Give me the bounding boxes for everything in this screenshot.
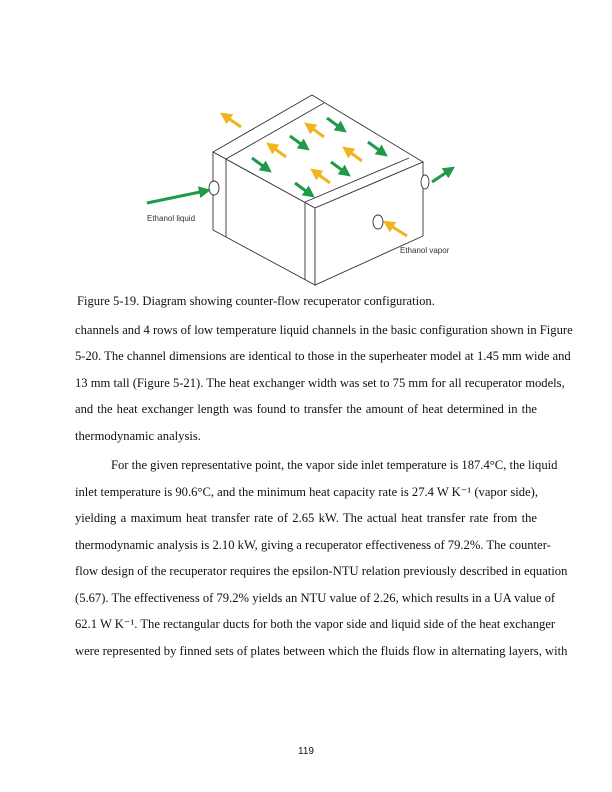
figure-caption: Figure 5-19. Diagram showing counter-flow recuperator configuration. [77,294,435,308]
recuperator-diagram [130,90,470,290]
body-line: yielding a maximum heat transfer rate of 2.65 kW. The actual heat transfer rate from the [75,511,537,525]
ethanol-vapor-label: Ethanol vapor [400,246,450,255]
body-line: For the given representative point, the vapor side inlet temperature is 187.4°C, the liquid [111,458,558,472]
body-line: and the heat exchanger length was found to transfer the amount of heat determined in the [75,402,537,416]
body-line: thermodynamic analysis is 2.10 kW, giving a recuperator effectiveness of 79.2%. The counter- [75,538,551,552]
body-line: channels and 4 rows of low temperature liquid channels in the basic configuration shown in Figure [75,323,573,337]
heat-exchanger-box [209,95,429,285]
body-line: were represented by finned sets of plates between which the fluids flow in alternating layers, with [75,644,568,658]
body-line: inlet temperature is 90.6°C, and the minimum heat capacity rate is 27.4 W K⁻¹ (vapor side), [75,485,538,499]
body-line: 62.1 W K⁻¹. The rectangular ducts for both the vapor side and liquid side of the heat exchanger [75,617,556,631]
body-line: thermodynamic analysis. [75,429,201,443]
page-number: 119 [298,746,314,757]
body-line: flow design of the recuperator requires the epsilon-NTU relation previously described in equation [75,564,568,578]
body-line: 13 mm tall (Figure 5-21). The heat exchanger width was set to 75 mm for all recuperator models, [75,376,565,390]
ethanol-liquid-label: Ethanol liquid [147,214,196,223]
body-line: 5-20. The channel dimensions are identical to those in the superheater model at 1.45 mm wide and [75,349,571,363]
body-line: (5.67). The effectiveness of 79.2% yields an NTU value of 2.26, which results in a UA value of [75,591,556,605]
